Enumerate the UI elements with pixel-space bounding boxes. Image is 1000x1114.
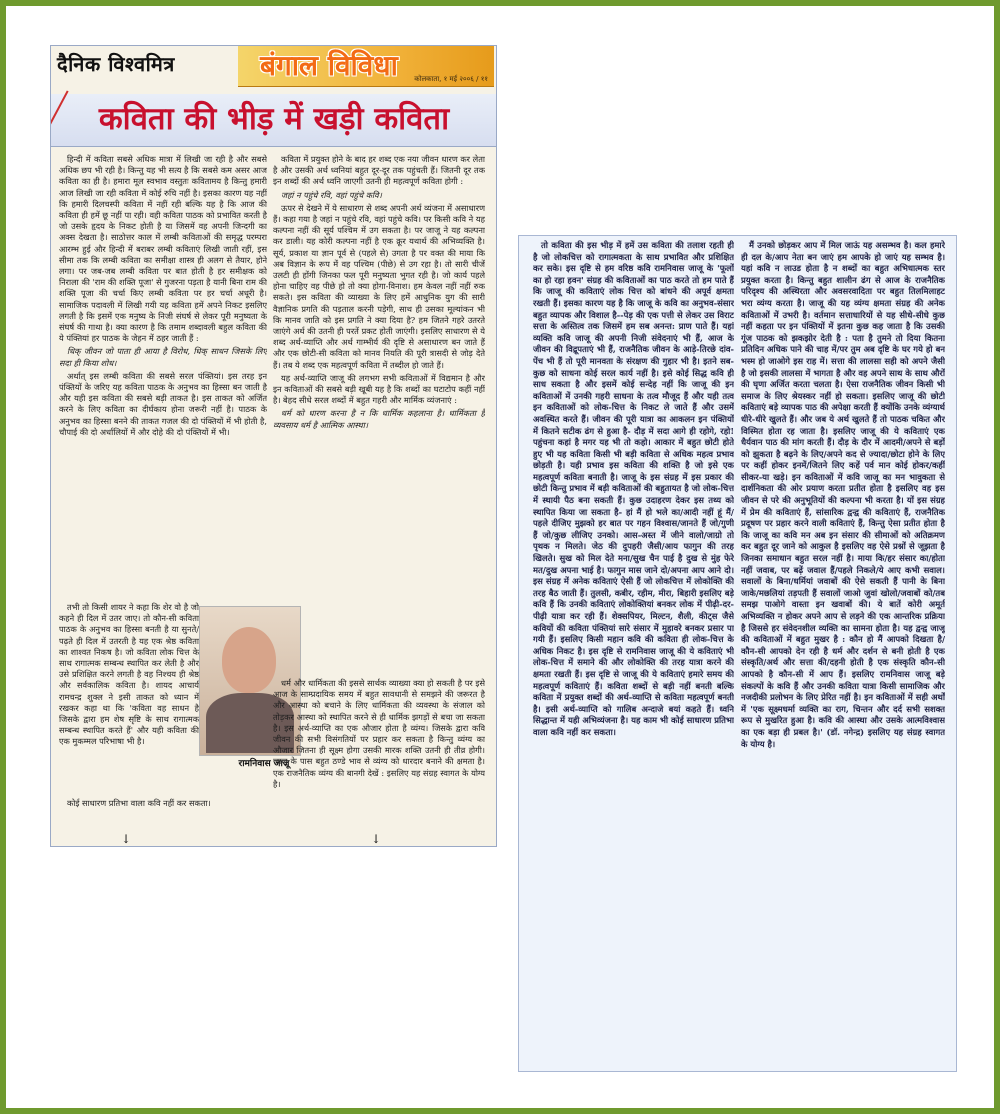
photo-caption: रामनिवास जाजू [238, 759, 290, 769]
article-headline: कविता की भीड़ में खड़ी कविता [98, 101, 450, 137]
paragraph: अर्थात् इस लम्बी कविता की सबसे सरल पंक्तियां। इस तरह इन पंक्तियों के जरिए यह कविता पाठक के अनुभव का हिस्सा बन जाती है और यही इस कविता की सबसे बड़ी ताकत है। इस ताकत को अर्जित करने के लिए कविता का दीर्घकाय होना जरूरी नहीं है। पाठक के अनुभव का हिस्सा बनने की ताकत गजल की दो पंक्तियों में भी होती है, चौपाई की दो अर्धालियों में और दोहे की दो पंक्तियों में भी। [59, 370, 267, 437]
article-column-1 [59, 154, 267, 594]
article-column-2-lower [273, 678, 485, 828]
paragraph: हिन्दी में कविता सबसे अधिक मात्रा में लिखी जा रही है और सबसे अधिक छप भी रही है। किन्तु यह भी सत्य है कि सबसे कम असर आज कविता का ही है। हमारा मूल स्वभाव वस्तुतः कवितामय है किन्तु हमारी आज लिखी जा रही कविता में कोई रुचि नहीं है। इसका कारण यह नहीं कि हमारी दिलचस्पी कविता में नहीं रही बल्कि यह है कि आज की कविता ही हमें छू नहीं पा रही। वही कविता पाठक को प्रभावित करती है जो उसके हृदय के निकट होती है या जिसमें वह अपनी जिन्दगी का अक्स देखता है। साठोत्तर काल में लम्बी कविताओं की समृद्ध परम्परा आरम्भ हुई और हिन्दी में बराबर लम्बी कविताएं लिखी जाती रहीं, इस सीमा तक कि लम्बी कविता का समीक्षा शास्त्र ही अलग से तैयार, होने लगा। पर जब-जब लम्बी कविता पर बात होती है हर समीक्षक को निराला की 'राम की शक्ति पूजा' से गुजरना पड़ता है यानी बिना राम की शक्ति पूजा की चर्चा किए लम्बी कविता पर हर चर्चा अधूरी है। सामाजिक पदावली में लिखी गयी यह कविता हमें अपने निकट इसलिए लगती है कि इसमें एक मनुष्य के निजी संघर्ष से लेकर पूरी मनुष्यता के संघर्ष की गाथा है। क्या कारण है कि तमाम शब्दावली बहुल कविता की ये पंक्तियां हर पाठक के जेहन में ठहर जाती हैं : [59, 154, 267, 344]
author-face [222, 627, 276, 693]
paragraph: मैं उनको छोड़कर आप में मिल जाऊं यह असम्भव है। कल हमारे ही दल के/आप नेता बन जाएं हम आपके हो जाएं यह सम्भव है। यहां कवि न लाउड होता है न शब्दों का बहुत अभिधात्मक स्तर प्रयुक्त करता है। किन्तु बहुत शालीन ढंग से आज के राजनैतिक परिदृश्य की अस्थिरता और अवसरवादिता पर बहुत तिलमिलाहट भरा व्यंग्य करता है। जाजू की यह व्यंग्य क्षमता संग्रह की अनेक कविताओं में उभरी है। वर्तमान सत्ताधारियों से यह सीधे-सीधे कुछ नहीं कहता पर इन पंक्तियों में इतना कुछ कह जाता है कि उसकी गूंज पाठक को झकझोर देती है : पता है तुमने तो दिया कितना प्रतिदिन अधिक पाने की चाह में/पर तुम अब दृष्टि के घर गये हो बन भस्म हो जाओगे इस राह में। सत्ता की लालसा सही को अपने जैसी है जो इसकी लालसा में भागता है और वह अपने साथ के साथ औरों की घृणा अर्जित करता चलता है। ऐसा राजनैतिक जीवन किसी भी समाज के लिए श्रेयस्कर नहीं हो सकता। इसलिए जाजू की छोटी कविताएं बड़े व्यापक पाठ की अपेक्षा करती हैं क्योंकि उनके व्यंग्यार्थ धीरे-धीरे खुलते हैं। और जब ये अर्थ खुलते हैं तो पाठक चकित और विस्मित होता रह जाता है। इसलिए जाजू की ये कविताएं एक धैर्यवान पाठ की मांग करती हैं। दौड़ के दौर में आदमी/अपने से बड़ों को झुकता है बढ़ने के लिए/अपने कद से ज्यादा/छोटा होने के लिए पर कहीं होकर इनमें/जितने लिए कहें पर्व मान कोई होकर/कहीं सीकर-या खड़े। इन कविताओं में कवि जाजू का मन भावुकता से दार्शनिकता की ओर प्रयाण करता प्रतीत होता है इसलिए वह इस जीवन से परे की अनुभूतियों की कल्पना भी करता है। यों इस संग्रह में प्रेम की कविताएं हैं, सांसारिक द्वन्द्व की कविताएं हैं, राजनैतिक प्रदूषण पर प्रहार करने वाली कविताएं हैं, किन्तु ऐसा प्रतीत होता है कि जाजू का कवि मन अब इन संसार की सीमाओं को अतिक्रमण कर बहुत दूर जाने को आकुल है इसलिए वह ऐसे प्रश्नों से जूझता है जिनका समाधान बहुत सरल नहीं है। माया कि/हर संसार का/होता नहीं जवाब, पर बढ़ें जवाल हैं/पहले निकले/ये आए कभी सवाल। सवालों के बिना/धर्मियां जवाबों की ऐसे सकती हैं पानी के बिना जाके/मछलियां तड़पती हैं सवालों जाओ जुवां खोलो/जवाबों को/तब समझ पाओगे वास्ता इन खवाबों की। ये बातें कोरी अमूर्त अभिव्यक्ति न होकर अपने आप से लड़ने की एक आन्तरिक प्रक्रिया है जिससे हर संवेदनशील व्यक्ति का सामना होता है। यह द्वन्द्व जाजू की कविताओं में बहुत मुखर है : कौन हो मैं आपको दिखता है/कौन-सी आपको देन रही है धर्म और दर्शन से बनी होती है एक संस्कृति/अर्थ और सत्ता की/दहनी होती है एक संस्कृति कौन-सी आपको है कौन-सी में आप हैं। इसलिए रामनिवास जाजू बड़े संकल्पों के कवि हैं और उनकी कविता यात्रा किसी सामाजिक और नजदीकी प्रलोभन के लिए प्रेरित नहीं है। इन कविताओं में सही अर्थों में 'एक सूक्ष्मधर्मा व्यक्ति का राग, चिन्तन और दर्द सभी सशक्त रूप से मुखरित हुआ है। कवि की आस्था और उसके आत्मविश्वास का एक बड़ा ही प्रबल है।' (डॉ. नगेन्द्र) इसलिए यह संग्रह स्वागत के योग्य है। [741, 240, 945, 749]
continue-arrow-icon: ↓ [371, 832, 382, 846]
left-clipping [50, 45, 497, 847]
edition-title: बंगाल विविधा [260, 49, 398, 82]
article-column-1-lower [59, 602, 199, 798]
paragraph: धर्म और धार्मिकता की इससे सार्थक व्याख्या क्या हो सकती है पर इसे आज के साम्प्रदायिक समय में बहुत सावधानी से समझने की जरूरत है और आस्था को बचाने के लिए धार्मिकता की व्यवस्था के संजाल को तोड़कर आस्था को स्थापित करने से ही धार्मिक झगड़ों से बचा जा सकता है। इस अर्थ-व्याप्ति का एक औजार होता है व्यंग्य। जिसके द्वारा कवि जीवन की सभी विसंगतियों पर प्रहार कर सकता है किन्तु व्यंग्य का औजार जितना ही सूक्ष्म होगा उसकी मारक शक्ति उतनी ही तीव्र होगी। जाजू के पास बहुत ठण्डे भाव से व्यंग्य को धारदार बनाने की क्षमता है। एक राजनैतिक व्यंग्य की बानगी देखें : इसलिए यह संग्रह स्वागत के योग्य है। [273, 678, 485, 789]
headline-band [51, 94, 496, 147]
continue-arrow-icon: ↓ [121, 832, 132, 846]
paragraph: तभी तो किसी शायर ने कहा कि शेर वो है जो कहने ही दिल में उतर जाए। तो कौन-सी कविता पाठक के अनुभव का हिस्सा बनती है या सुनते/पढ़ते ही दिल में उतरती है यह एक श्रेष्ठ कविता का शाश्वत निकष है। जो कविता लोक चित्त के साथ रागात्मक सम्बन्ध स्थापित कर लेती है और उसे प्रशिक्षित करने लगती है वह निश्चय ही श्रेष्ठ और सर्वकालिक कविता है। शायद आचार्य रामचन्द्र शुक्ल ने इसी ताकत को ध्यान में रखकर कहा था कि 'कविता वह साधन है जिसके द्वारा हम शेष सृष्टि के साथ रागात्मक सम्बन्ध स्थापित करते हैं' और यही कविता की एक मुकम्मल परिभाषा भी है। [59, 602, 199, 747]
paragraph: कोई साधारण प्रतिभा वाला कवि नहीं कर सकता। [67, 798, 211, 808]
article-column-2 [273, 154, 485, 674]
continuation-column-2 [741, 240, 945, 1068]
paper-name: दैनिक विश्वमित्र [57, 52, 175, 76]
continuation-column-1 [533, 240, 734, 1068]
paragraph: यह अर्थ-व्याप्ति जाजू की लगभग सभी कविताओं में विद्यमान है और इन कविताओं की सबसे बड़ी खूबी यह है कि शब्दों का घटाटोप कहीं नहीं है। बेहद सीधे सरल शब्दों में बहुत गहरी और मार्मिक व्यंजनाएं : [273, 372, 485, 406]
paragraph: कविता में प्रयुक्त होने के बाद हर शब्द एक नया जीवन धारण कर लेता है और उसकी अर्थ ध्वनियां बहुत दूर-दूर तक पहुंचती हैं। जितनी दूर तक इन शब्दों की अर्थ ध्वनि जाएगी उतनी ही महत्वपूर्ण कविता होगी : [273, 154, 485, 187]
paragraph: तो कविता की इस भीड़ में हमें उस कविता की तलाश रहती ही है जो लोकचित्त को रागात्मकता के साथ प्रभावित और प्रशिक्षित कर सके। इस दृष्टि से हम वरिष्ठ कवि रामनिवास जाजू के 'फूलों का हो रहा हवन' संग्रह की कविताओं का पाठ करते तो हम पाते हैं कि जाजू की कविताएं लोक चित्त को बांधने की अपूर्व क्षमता रखती हैं। इसका कारण यह है कि जाजू के कवि का अनुभव-संसार बहुत व्यापक और विशाल है--पेड़ की एक पत्ती से लेकर उस विराट सत्ता के अस्तित्व तक जिसमें हम सब अनन्त: प्राण पाते हैं। यहां व्यक्ति कवि जाजू की अपनी निजी संवेदनाएं भी हैं, आज के जीवन की विद्रूपताएं भी हैं, राजनैतिक जीवन के आड़े-तिरछे दांव-पेंच भी हैं तो पूरी मानवता के संरक्षण की गुहार भी है। इतने सब-कुछ को साधना कोई सरल कार्य नहीं है। इसे कोई सिद्ध कवि ही साध सकता है और इसमें कोई सन्देह नहीं कि जाजू की इन कविताओं में उनकी गहरी साधना के तत्व मौजूद हैं और यही तत्व इन कविताओं को लोक-चित्त के निकट ले जाते हैं और उसमें अवस्थित करते हैं। जीवन की पूरी यात्रा का आकलन इन पंक्तियों में कितने सटीक ढंग से हुआ है- दौड़ में सदा आगे ही रहोगे, रहो! पहुंचना कहां है मगर यह भी तो कहो। आकार में बहुत छोटी होते हुए भी यह कविता किसी भी बड़ी कविता से अधिक महत्व प्रभाव छोड़ती है। यही प्रभाव इस कविता की शक्ति है जो इसे एक महत्वपूर्ण कविता बनाती है। जाजू के इस संग्रह में इस प्रकार की छोटी किन्तु प्रभाव में बड़ी कविताओं की बहुतायत है जो लोक-चित्त में स्थायी पैठ बना सकती हैं। कुछ उदाहरण देकर इस तथ्य को स्थापित किया जा सकता है- हां मैं हो भले का/आदी नहीं हूं मैं/पहले दीजिए मुझको हर बात पर गहन विश्वास/जानते हैं जो/गुणी हैं जो/कुछ लीजिए उनको। आस-अस्त में जीने वालो/जाग्रो तो पृथक न मिलते। जेठ की दुपहरी जैसी/आय फागुन की तरह खिलते। सुख को मिल देते मना/सुख चैन पाई है दुख से मुंह फेरे मत/दुख अपना भाई है। फागुन मास जाने दो/अपना आप आने दो। इस संग्रह में अनेक कविताएं ऐसी हैं जो लोकचित्त में लोकोक्ति की तरह बैठ जाती हैं। तुलसी, कबीर, रहीम, मीरा, बिहारी इसलिए बड़े कवि हैं कि उनकी कविताएं लोकोक्तियां बनकर लोक में पीढ़ी-दर-पीढ़ी यात्रा कर रही हैं। शेक्सपियर, मिल्टन, शैली, कीट्स जैसे कवियों की कविता पंक्तियां सारे संसार में मुहावरे बनकर प्रसार पा गयी हैं। इसलिए किसी महान कवि की कविता ही लोक-चित्त के अधिक निकट है। इस दृष्टि से रामनिवास जाजू की ये कविताएं भी लोक-चित्त में समाने की और लोकोक्ति की तरह यात्रा करने की क्षमता रखती हैं। इस दृष्टि से जाजू की ये कविताएं हमारे समय की महत्वपूर्ण कविताएं हैं। कविता शब्दों से बड़ी नहीं बनती बल्कि कविता में प्रयुक्त शब्दों की अर्थ-व्याप्ति से कविता महत्वपूर्ण बनती है। इसी अर्थ-व्याप्ति को गालिब अन्दाजे बयां कहते हैं। ध्वनि सिद्धान्त में यही अभिव्यंजना है। यह काम भी कोई साधारण प्रतिभा वाला कवि नहीं कर सकता। [533, 240, 734, 737]
edition-date: कोलकाता, १ मई २००६ / ११ [414, 75, 488, 83]
paragraph: ऊपर से देखने में ये साधारण से शब्द अपनी अर्थ व्यंजना में असाधारण हैं। कहा गया है जहां न पहुंचे रवि, वहां पहुंचे कवि। पर किसी कवि ने यह कल्पना नहीं की सूर्य पश्चिम में उग सकता है। पर जाजू ने यह कल्पना कर डाली। यह कोरी कल्पना नहीं है एक क्रूर यथार्थ की अभिव्यक्ति है। सूर्य, प्रकाश या ज्ञान पूर्व से (पहले से) उगता है पर वक्त की माया कि अब विज्ञान के रूप में वह पश्चिम (पीछे) से उग रहा है। तो सारी चीजें उलटी ही होंगी जिनका फल पूरी मनुष्यता भुगत रही है। जो कार्य पहले होना चाहिए वह पीछे हो तो क्या होगा-विनाश। हम केवल नहीं नहीं रुक सकते। इस कविता की व्याख्या के लिए हमें आधुनिक युग की सारी वैज्ञानिक प्रगति की पड़ताल करनी पड़ेगी, साथ ही उसका मूल्यांकन भी कि मानव जाति को इस प्रगति ने क्या दिया है? हम जितने गहरे उतरते जाएंगे अर्थ की उतनी ही परतें प्रकट होती जाएंगी। इसलिए साधारण से ये शब्द अर्थ-व्याप्ति और अर्थ गाम्भीर्य की दृष्टि से असाधारण बन जाते हैं और एक छोटी-सी कविता को मानव नियति की पूरी त्रासदी से जोड़ देते हैं। तब ये शब्द एक महत्वपूर्ण कविता में तब्दील हो जाते हैं। [273, 202, 485, 370]
masthead [51, 46, 496, 90]
quote: जहां न पहुंचे रवि, वहां पहुंचे कवि। [281, 189, 382, 200]
quote: धर्म को धारण करना है न कि धार्मिक कहलाना है। धार्मिकता है व्यवसाय धर्म है आत्मिक आस्था। [273, 408, 485, 430]
article-column-1-end [59, 798, 271, 842]
quote: धिक् जीवन जो पाता ही आया है विरोध, धिक् साधन जिसके लिए सदा ही किया शोध। [59, 346, 267, 368]
edition-banner [238, 46, 494, 87]
right-clipping [518, 235, 957, 1072]
